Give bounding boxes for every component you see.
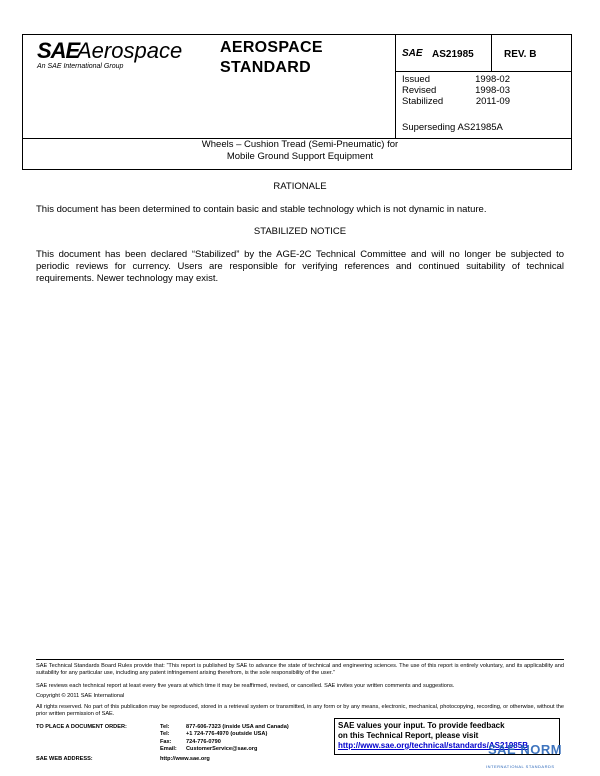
stabilized-heading: STABILIZED NOTICE: [253, 226, 347, 237]
sae-logo: SAE: [37, 38, 80, 63]
date-label: Stabilized: [402, 96, 444, 107]
contact-label: Fax:: [160, 738, 172, 745]
contact-label: Tel:: [160, 731, 170, 738]
contact-label: Tel:: [160, 724, 170, 730]
footer-divider: [36, 659, 564, 660]
document-title: [36, 139, 564, 163]
standard-title: [220, 38, 323, 78]
date-row-issued: [402, 74, 510, 85]
stabilized-text: This document has been declared “Stabilized” by the AGE-2C Technical Committee and will no longer be subjected to periodic reviews for currency. Users are responsible for verifying references and continued suitability of technical requirements. Newer technology may exist.: [36, 249, 564, 284]
contact-values: [186, 724, 289, 754]
rationale-heading: RATIONALE: [273, 181, 327, 192]
web-address-label: SAE WEB ADDRESS:: [36, 756, 93, 762]
document-number: AS21985: [432, 49, 474, 60]
document-title-line1: Wheels – Cushion Tread (Semi-Pneumatic) for: [201, 139, 399, 150]
contact-labels: [160, 724, 177, 754]
contact-fax: 724-776-0790: [186, 738, 221, 745]
standard-title-line1: AEROSPACE: [220, 39, 323, 56]
revision-label: REV. B: [504, 49, 537, 60]
feedback-link[interactable]: http://www.sae.org/technical/standards/AS21985B: [338, 741, 528, 750]
logo-subtitle: An SAE International Group: [37, 63, 124, 70]
contact-email-link[interactable]: CustomerService@sae.org: [186, 746, 258, 753]
aerospace-logo: Aerospace: [77, 38, 183, 63]
date-value: 2011-09: [475, 96, 510, 107]
contact-phone-international: +1 724-776-4970 (outside USA): [186, 731, 268, 738]
superseding-note: Superseding AS21985A: [402, 122, 503, 133]
order-heading: TO PLACE A DOCUMENT ORDER:: [36, 724, 127, 730]
sae-norm-watermark: SAE NORM: [488, 742, 563, 757]
date-value: 1998-03: [475, 85, 510, 96]
rationale-text: This document has been determined to contain basic and stable technology which is not dynamic in nature.: [36, 204, 487, 215]
date-label: Issued: [402, 74, 430, 85]
feedback-line1: SAE values your input. To provide feedback: [338, 721, 505, 730]
feedback-line2: on this Technical Report, please visit: [338, 731, 479, 740]
date-label: Revised: [402, 85, 437, 96]
copyright-text: Copyright © 2011 SAE International: [36, 693, 125, 699]
watermark-subtitle: INTERNATIONAL STANDARDS: [486, 764, 555, 769]
contact-label: Email:: [160, 746, 177, 753]
web-address-link[interactable]: http://www.sae.org: [160, 756, 210, 762]
board-rules-text: SAE Technical Standards Board Rules provide that: “This report is published by SAE to advance the state of technical and engineering sciences. The use of this report is entirely voluntary, and its applicability and suitability for any particular use, including any patent infringement arising therefrom, is the sole responsibility of the user.”: [36, 663, 564, 676]
standard-title-line2: STANDARD: [220, 59, 311, 76]
date-value: 1998-02: [475, 74, 510, 85]
date-row-revised: [402, 85, 510, 96]
review-text: SAE reviews each technical report at least every five years at which time it may be reaffirmed, revised, or cancelled. SAE invites your written comments and suggestions.: [36, 683, 455, 689]
date-row-stabilized: [402, 96, 510, 107]
contact-phone-domestic: 877-606-7323 (inside USA and Canada): [186, 724, 289, 730]
sae-mini-logo: SAE: [402, 48, 423, 59]
document-title-line2: Mobile Ground Support Equipment: [226, 151, 374, 162]
rights-text: All rights reserved. No part of this publication may be reproduced, stored in a retrieval system or transmitted, in any form or by any means, electronic, mechanical, photocopying, recording, or otherwise, without the prior written permission of SAE.: [36, 704, 564, 717]
date-table: [402, 74, 510, 107]
